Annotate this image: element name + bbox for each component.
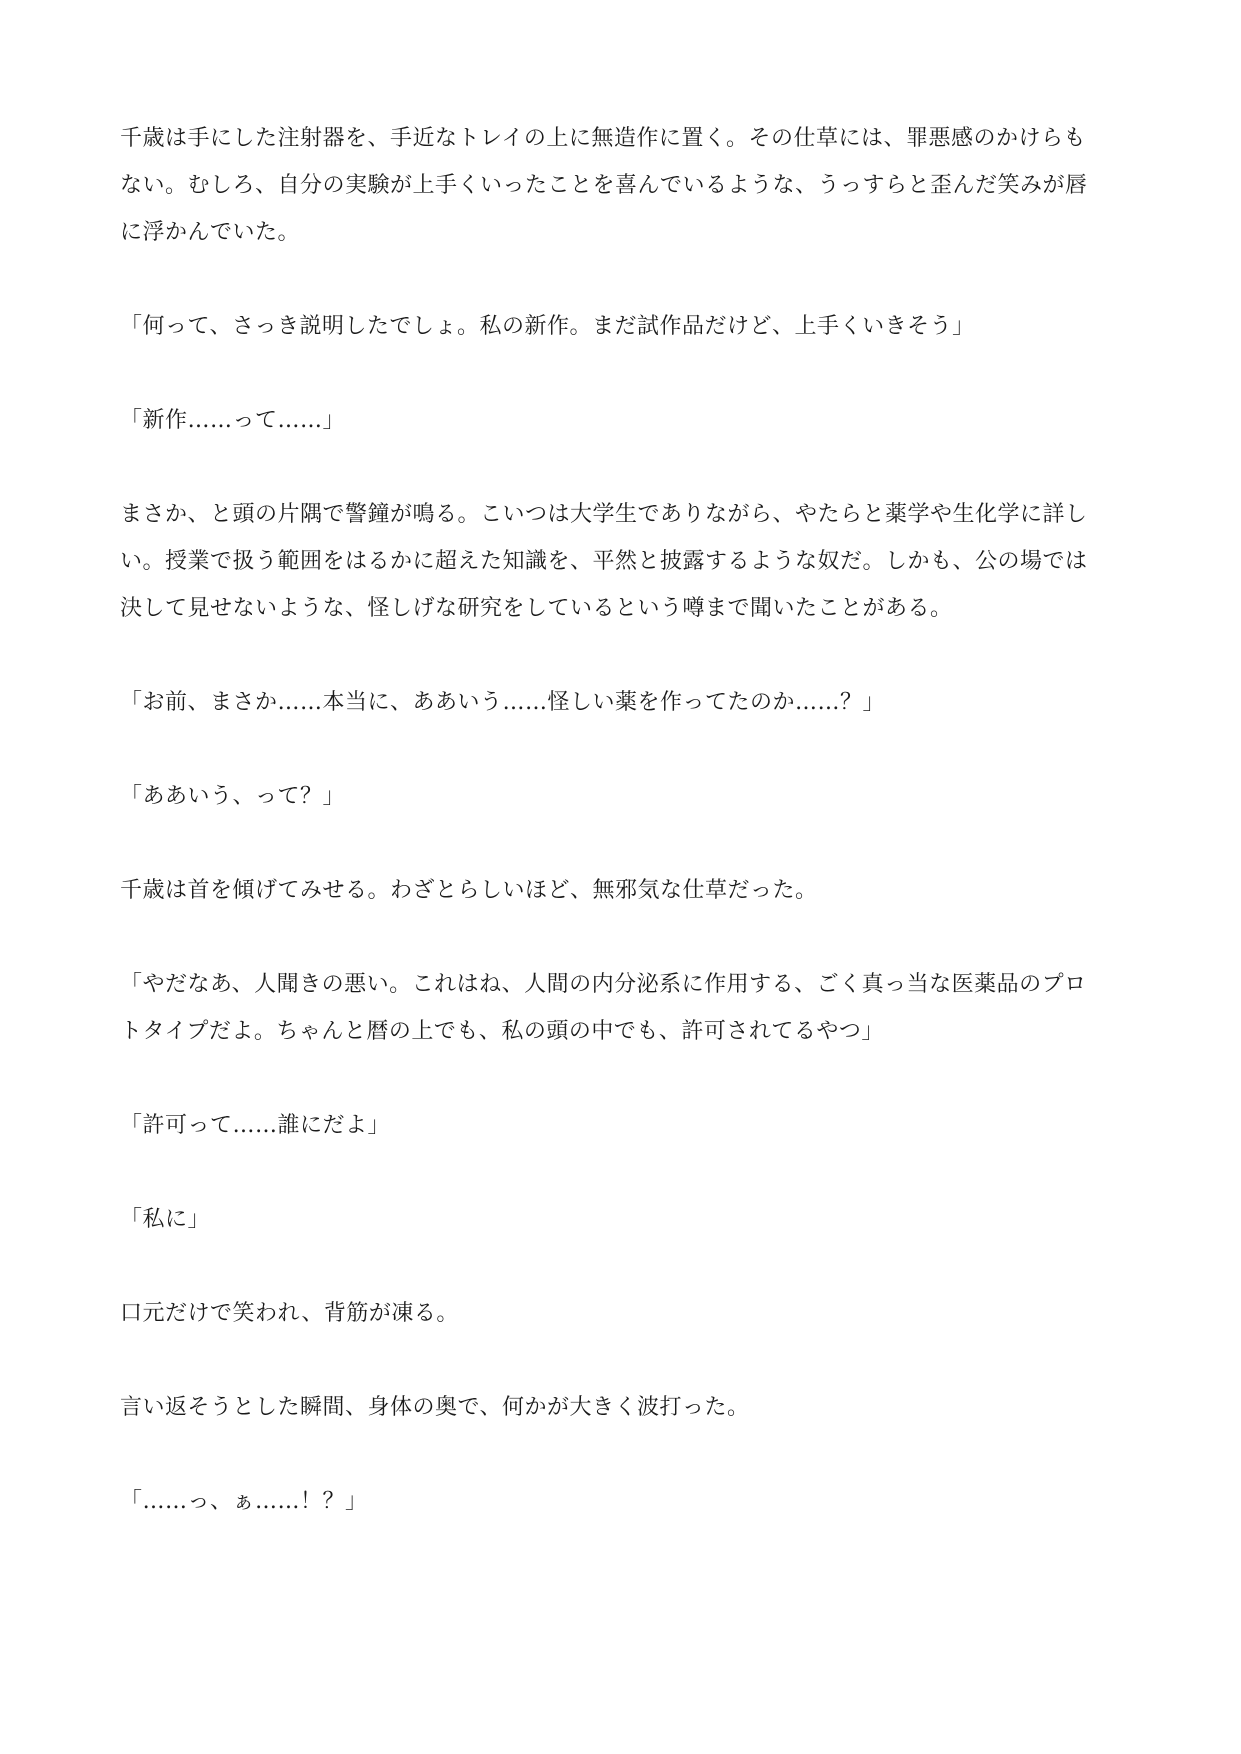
paragraph-narration-3 bbox=[120, 876, 1130, 923]
paragraph-dialogue-5 bbox=[120, 970, 1130, 1064]
text-line: 口元だけで笑われ、背筋が凍る。 bbox=[120, 1301, 459, 1326]
paragraph-dialogue-2 bbox=[120, 406, 1130, 453]
text-line: 「何って、さっき説明したでしょ。私の新作。まだ試作品だけど、上手くいきそう」 bbox=[120, 314, 975, 339]
text-line: 「……っ、ぁ……！？」 bbox=[120, 1489, 368, 1514]
text-line: に浮かんでいた。 bbox=[120, 220, 301, 245]
paragraph-dialogue-1 bbox=[120, 312, 1130, 359]
text-line: 「新作……って……」 bbox=[120, 408, 346, 433]
paragraph-dialogue-7 bbox=[120, 1205, 1130, 1252]
text-line: 「お前、まさか……本当に、ああいう……怪しい薬を作ってたのか……？」 bbox=[120, 690, 886, 715]
paragraph-narration-4 bbox=[120, 1299, 1130, 1346]
text-line: 言い返そうとした瞬間、身体の奥で、何かが大きく波打った。 bbox=[120, 1395, 750, 1420]
text-line: トタイプだよ。ちゃんと暦の上でも、私の頭の中でも、許可されてるやつ」 bbox=[120, 1019, 884, 1044]
text-line: 「私に」 bbox=[120, 1207, 211, 1232]
text-line: 「ああいう、って？」 bbox=[120, 784, 346, 809]
paragraph-dialogue-8 bbox=[120, 1487, 1130, 1534]
text-line: まさか、と頭の片隅で警鐘が鳴る。こいつは大学生でありながら、やたらと薬学や生化学に詳し bbox=[120, 502, 1088, 527]
text-line: ない。むしろ、自分の実験が上手くいったことを喜んでいるような、うっすらと歪んだ笑みが唇 bbox=[120, 173, 1088, 198]
text-line: 千歳は手にした注射器を、手近なトレイの上に無造作に置く。その仕草には、罪悪感のかけらも bbox=[120, 126, 1086, 151]
paragraph-narration-5 bbox=[120, 1393, 1130, 1440]
paragraph-narration-1 bbox=[120, 124, 1130, 265]
text-line: 「許可って……誰にだよ」 bbox=[120, 1113, 391, 1138]
paragraph-narration-2 bbox=[120, 500, 1130, 641]
text-line: 「やだなあ、人聞きの悪い。これはね、人間の内分泌系に作用する、ごく真っ当な医薬品のプロ bbox=[120, 972, 1087, 997]
text-line: い。授業で扱う範囲をはるかに超えた知識を、平然と披露するような奴だ。しかも、公の場では bbox=[120, 549, 1088, 574]
text-line: 決して見せないような、怪しげな研究をしているという噂まで聞いたことがある。 bbox=[120, 596, 953, 621]
text-line: 千歳は首を傾げてみせる。わざとらしいほど、無邪気な仕草だった。 bbox=[120, 878, 818, 903]
paragraph-dialogue-4 bbox=[120, 782, 1130, 829]
body-text bbox=[120, 124, 1130, 1581]
paragraph-dialogue-6 bbox=[120, 1111, 1130, 1158]
paragraph-dialogue-3 bbox=[120, 688, 1130, 735]
